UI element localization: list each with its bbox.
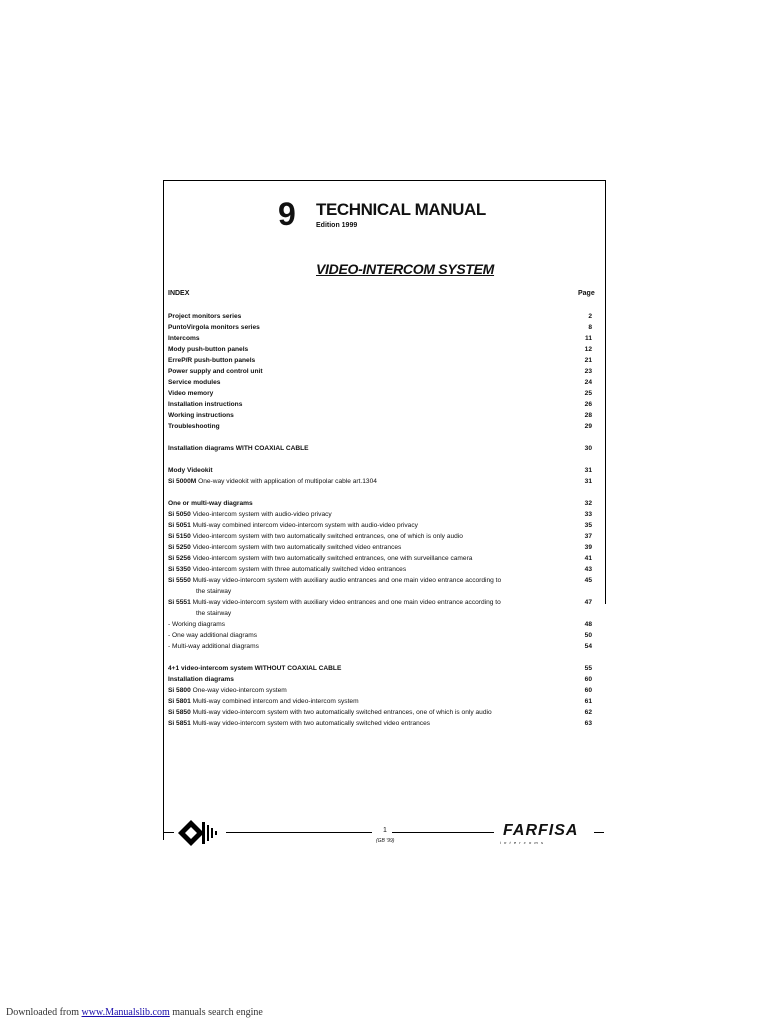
index-row-label: Multi-way video-intercom system with two automatically switched entrances, one of which is only audio [192, 709, 492, 716]
index-row-page: 47 [584, 599, 592, 606]
index-row [168, 476, 592, 487]
index-row [168, 311, 592, 322]
download-prefix: Downloaded from [6, 1007, 80, 1018]
index-row-label: Multi-way combined intercom video-intercom system with audio-video privacy [192, 522, 418, 529]
footer-rule-right [594, 832, 604, 833]
index-row [168, 718, 592, 729]
index-row-page: 60 [584, 676, 592, 683]
index-row-page: 31 [584, 478, 592, 485]
index-row-page: 39 [584, 544, 592, 551]
index-row-label: the stairway [196, 588, 232, 595]
index-row-label: Working instructions [168, 412, 234, 419]
index-row-code: Si 5050 [168, 511, 191, 518]
index-row-label: Video-intercom system with two automatically switched entrances, one of which is only audio [192, 533, 463, 540]
index-row-label: Power supply and control unit [168, 368, 263, 375]
index-row-page: 11 [585, 335, 592, 342]
document-title: TECHNICAL MANUAL [316, 200, 486, 219]
page-frame-top [163, 180, 606, 181]
index-row [168, 333, 592, 344]
index-row-code: Si 5350 [168, 566, 191, 573]
index-row-page: 33 [584, 511, 592, 518]
index-row [168, 597, 592, 608]
index-heading: INDEX [168, 290, 190, 297]
index-row-code: Si 5850 [168, 709, 191, 716]
index-row-page: 29 [584, 423, 592, 430]
farfisa-logo-icon [176, 818, 222, 853]
index-row [168, 553, 592, 564]
index-row-label: PuntoVirgola monitors series [168, 324, 260, 331]
index-row [168, 410, 592, 421]
index-row-label: Intercoms [168, 335, 200, 342]
index-row-page: 55 [584, 665, 592, 672]
index-row-label: Project monitors series [168, 313, 242, 320]
index-row-page: 61 [584, 698, 592, 705]
page-frame-right [605, 180, 606, 604]
index-row [168, 377, 592, 388]
index-row-label: Multi-way video-intercom system with auxiliary audio entrances and one main video entrance according to [192, 577, 502, 584]
index-row [168, 575, 592, 586]
index-row-page: 41 [584, 555, 592, 562]
index-row-page: 43 [584, 566, 592, 573]
index-row-code: Si 5551 [168, 599, 191, 606]
index-row-label: Multi-way video-intercom system with auxiliary video entrances and one main video entrance according to [192, 599, 501, 606]
index-row-page: 24 [584, 379, 592, 386]
index-row-code: Si 5801 [168, 698, 191, 705]
index-row-page: 2 [588, 313, 592, 320]
index-row [168, 509, 592, 520]
index-row-label: - Multi-way additional diagrams [168, 643, 259, 650]
index-row-code: Si 5851 [168, 720, 191, 727]
system-title: VIDEO-INTERCOM SYSTEM [316, 261, 495, 277]
index-row-continuation [168, 608, 592, 619]
download-notice [6, 1007, 263, 1018]
index-row-page: 21 [584, 357, 592, 364]
footer-rule-middle-left [226, 832, 372, 833]
index-row-code: Si 5256 [168, 555, 191, 562]
index-row [168, 542, 592, 553]
index-row [168, 399, 592, 410]
index-row-page: 35 [584, 522, 592, 529]
index-row [168, 388, 592, 399]
index-row-label: - One way additional diagrams [168, 632, 258, 639]
index-row-label: Installation diagrams WITH COAXIAL CABLE [168, 445, 309, 452]
index-row-page: 8 [588, 324, 592, 331]
index-row [168, 641, 592, 652]
index-row-label: 4+1 video-intercom system WITHOUT COAXIAL CABLE [168, 665, 342, 672]
index-row-page: 26 [584, 401, 592, 408]
index-row-label: One or multi-way diagrams [168, 500, 253, 507]
brand-logo: FARFISA [503, 822, 579, 839]
index-row-label: Mody Videokit [168, 467, 213, 474]
index-row [168, 520, 592, 531]
chapter-number: 9 [278, 196, 295, 232]
index-row-label: One-way videokit with application of multipolar cable art.1304 [198, 478, 377, 485]
index-row-label: Mody push-button panels [168, 346, 249, 353]
download-suffix: manuals search engine [172, 1007, 263, 1018]
index-row-code: Si 5250 [168, 544, 191, 551]
index-row-label: Video-intercom system with audio-video privacy [192, 511, 332, 518]
index-row-continuation [168, 586, 592, 597]
footer-rule-middle-right [392, 832, 494, 833]
index-row [168, 443, 592, 454]
index-list [168, 311, 592, 729]
index-row [168, 707, 592, 718]
index-row-page: 28 [584, 412, 592, 419]
index-row-label: ErreP/R push-button panels [168, 357, 256, 364]
index-row-label: Video-intercom system with two automatically switched entrances, one with surveillance camera [192, 555, 473, 562]
page-column-heading: Page [578, 290, 595, 297]
index-row [168, 498, 592, 509]
index-row [168, 619, 592, 630]
index-row [168, 465, 592, 476]
index-row-label: Installation instructions [168, 401, 243, 408]
index-row-label: - Working diagrams [168, 621, 226, 628]
index-row-page: 50 [584, 632, 592, 639]
index-row-label: Video memory [168, 390, 214, 397]
index-row [168, 685, 592, 696]
index-row [168, 630, 592, 641]
index-row-label: Video-intercom system with three automatically switched video entrances [192, 566, 407, 573]
index-row-label: Multi-way video-intercom system with two automatically switched video entrances [192, 720, 431, 727]
index-row-page: 54 [584, 643, 592, 650]
index-row-page: 37 [584, 533, 592, 540]
index-row-code: Si 5051 [168, 522, 191, 529]
edition-label: Edition 1999 [316, 222, 358, 229]
index-row [168, 663, 592, 674]
index-row [168, 355, 592, 366]
index-row [168, 322, 592, 333]
index-row [168, 531, 592, 542]
index-row [168, 696, 592, 707]
index-row-label: Multi-way combined intercom and video-intercom system [192, 698, 359, 705]
index-row [168, 344, 592, 355]
index-row-page: 31 [584, 467, 592, 474]
index-row-label: Service modules [168, 379, 221, 386]
index-row-page: 45 [584, 577, 592, 584]
index-row-page: 62 [584, 709, 592, 716]
index-row-page: 30 [584, 445, 592, 452]
index-row-code: Si 5550 [168, 577, 191, 584]
page-frame-left [163, 180, 164, 840]
index-row-label: Installation diagrams [168, 676, 234, 683]
index-row-page: 23 [584, 368, 592, 375]
footer-rule-left [163, 832, 174, 833]
page-number: 1 [383, 827, 387, 834]
index-row [168, 421, 592, 432]
index-row-page: 12 [584, 346, 592, 353]
index-row-label: Video-intercom system with two automatically switched video entrances [192, 544, 402, 551]
index-row-label: Troubleshooting [168, 423, 220, 430]
index-row-page: 63 [584, 720, 592, 727]
index-row-page: 60 [584, 687, 592, 694]
index-row-code: Si 5150 [168, 533, 191, 540]
index-row [168, 564, 592, 575]
brand-subtitle: intercoms [500, 840, 547, 845]
index-row [168, 674, 592, 685]
index-row-label: One-way video-intercom system [192, 687, 287, 694]
index-row-page: 25 [584, 390, 592, 397]
page-reference: (GB '99) [376, 838, 395, 844]
index-row [168, 366, 592, 377]
manualslib-link[interactable]: www.Manualslib.com [81, 1007, 170, 1018]
index-row-code: Si 5800 [168, 687, 191, 694]
index-row-label: the stairway [196, 610, 232, 617]
index-row-page: 48 [584, 621, 592, 628]
index-row-code: Si 5000M [168, 478, 197, 485]
index-row-page: 32 [584, 500, 592, 507]
